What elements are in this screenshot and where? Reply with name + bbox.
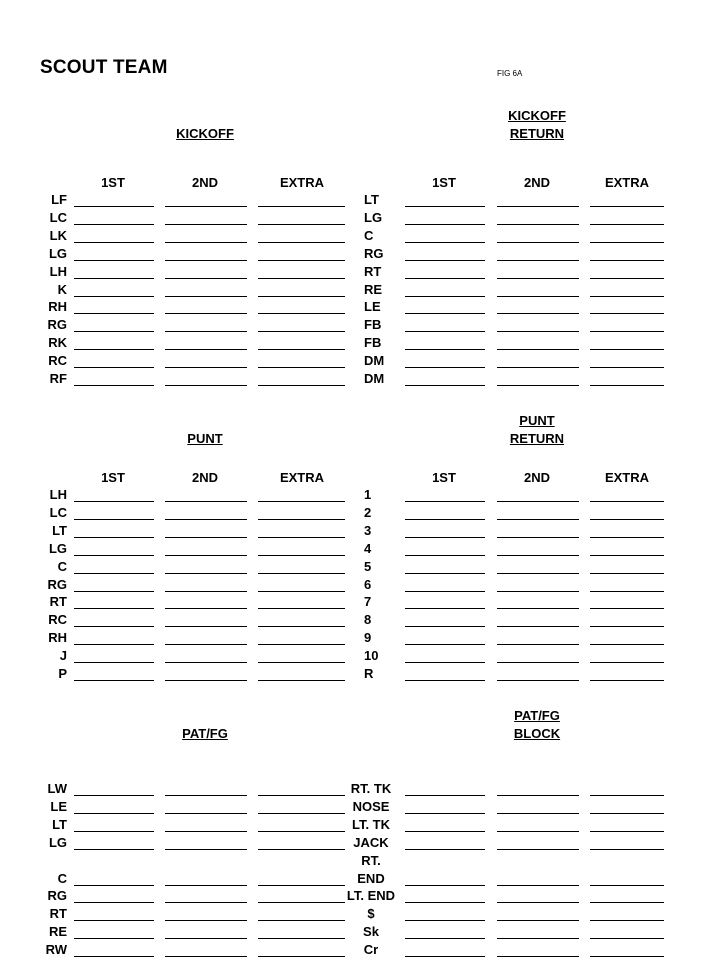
entry-line-extra[interactable] — [590, 296, 664, 297]
row-label: LG — [48, 540, 67, 556]
form-row — [0, 282, 720, 300]
entry-line-extra[interactable] — [590, 331, 664, 332]
form-row — [0, 264, 720, 282]
row-label: $ — [367, 906, 375, 922]
column-header-1st: 1ST — [101, 470, 125, 485]
row-label: RF — [49, 371, 67, 386]
form-row — [0, 299, 720, 317]
row-label: RH — [48, 299, 67, 315]
column-header-1st: 1ST — [432, 470, 456, 485]
form-row — [0, 523, 720, 541]
row-label: RG — [47, 888, 67, 904]
form-row — [0, 192, 720, 210]
entry-line-extra[interactable] — [590, 501, 664, 502]
form-row — [0, 559, 720, 577]
row-label: 6 — [364, 576, 372, 592]
row-label: LH — [49, 487, 67, 502]
entry-line-1st[interactable] — [405, 278, 485, 279]
entry-line-2nd[interactable] — [497, 795, 579, 796]
entry-line-extra[interactable] — [590, 313, 664, 314]
column-header-extra: EXTRA — [279, 175, 325, 190]
form-row — [0, 630, 720, 648]
kickoff-heading: KICKOFF — [176, 126, 234, 141]
row-label: LF — [51, 192, 67, 207]
row-label: LG — [48, 245, 67, 261]
entry-line-2nd[interactable] — [497, 608, 579, 609]
form-row — [0, 594, 720, 612]
form-row — [0, 781, 720, 799]
form-row — [0, 371, 720, 389]
row-label: 9 — [364, 630, 372, 646]
form-row — [0, 835, 720, 853]
form-row — [0, 666, 720, 684]
entry-line-2nd[interactable] — [497, 831, 579, 832]
row-label: LE — [50, 798, 67, 814]
row-label: RT. TK — [350, 781, 392, 796]
entry-line-extra[interactable] — [590, 626, 664, 627]
row-label: 8 — [364, 612, 372, 628]
row-label: LT — [364, 192, 379, 207]
entry-line-1st[interactable] — [405, 902, 485, 903]
row-label: RE — [48, 924, 67, 940]
entry-line-1st[interactable] — [405, 885, 485, 886]
entry-line-2nd[interactable] — [497, 278, 579, 279]
row-label: NOSE — [352, 798, 390, 814]
entry-line-2nd[interactable] — [497, 938, 579, 939]
entry-line-extra[interactable] — [590, 537, 664, 538]
entry-line-1st[interactable] — [405, 644, 485, 645]
entry-line-extra[interactable] — [590, 680, 664, 681]
column-header-extra: EXTRA — [604, 175, 650, 190]
row-label: 4 — [364, 540, 372, 556]
row-label: LG — [364, 209, 383, 225]
row-label: DM — [364, 353, 385, 369]
column-header-extra: EXTRA — [279, 470, 325, 485]
row-label: LG — [48, 834, 67, 850]
entry-line-extra[interactable] — [590, 662, 664, 663]
entry-line-extra[interactable] — [590, 644, 664, 645]
row-label: JACK — [353, 834, 389, 850]
entry-line-extra[interactable] — [590, 831, 664, 832]
entry-line-extra[interactable] — [590, 956, 664, 957]
entry-line-1st[interactable] — [405, 938, 485, 939]
row-label: P — [58, 666, 67, 681]
punt-return-heading: PUNT — [519, 413, 555, 428]
entry-line-2nd[interactable] — [497, 813, 579, 814]
entry-line-1st[interactable] — [405, 849, 485, 850]
entry-line-extra[interactable] — [590, 795, 664, 796]
form-row — [0, 228, 720, 246]
entry-line-1st[interactable] — [405, 296, 485, 297]
row-label: LC — [49, 504, 67, 520]
entry-line-2nd[interactable] — [497, 644, 579, 645]
entry-line-2nd[interactable] — [497, 519, 579, 520]
entry-line-extra[interactable] — [590, 938, 664, 939]
form-row — [0, 924, 720, 942]
entry-line-extra[interactable] — [590, 849, 664, 850]
row-label: LE — [364, 299, 381, 315]
entry-line-extra[interactable] — [590, 349, 664, 350]
entry-line-2nd[interactable] — [497, 206, 579, 207]
entry-line-2nd[interactable] — [497, 224, 579, 225]
entry-line-1st[interactable] — [405, 591, 485, 592]
entry-line-extra[interactable] — [590, 591, 664, 592]
form-row — [0, 942, 720, 960]
form-row — [0, 853, 720, 871]
column-header-1st: 1ST — [101, 175, 125, 190]
column-header-2nd: 2ND — [523, 470, 550, 485]
form-row — [0, 541, 720, 559]
row-label: 10 — [364, 648, 379, 664]
entry-line-2nd[interactable] — [497, 680, 579, 681]
entry-line-1st[interactable] — [405, 573, 485, 574]
entry-line-extra[interactable] — [590, 555, 664, 556]
row-label: DM — [364, 371, 385, 386]
entry-line-2nd[interactable] — [497, 313, 579, 314]
entry-line-2nd[interactable] — [497, 242, 579, 243]
row-label: C — [57, 870, 67, 886]
entry-line-extra[interactable] — [590, 519, 664, 520]
entry-line-extra[interactable] — [590, 242, 664, 243]
entry-line-2nd[interactable] — [497, 902, 579, 903]
punt-return-heading: RETURN — [509, 431, 565, 446]
row-label: RH — [48, 630, 67, 646]
entry-line-2nd[interactable] — [497, 349, 579, 350]
column-header-2nd: 2ND — [191, 470, 218, 485]
entry-line-2nd[interactable] — [497, 537, 579, 538]
row-label: LC — [49, 209, 67, 225]
entry-line-2nd[interactable] — [497, 501, 579, 502]
form-row — [0, 353, 720, 371]
entry-line-1st[interactable] — [405, 519, 485, 520]
row-label: RK — [48, 335, 67, 351]
column-header-extra: EXTRA — [604, 470, 650, 485]
row-label: LK — [49, 227, 67, 243]
row-label: LH — [49, 263, 67, 279]
entry-line-2nd[interactable] — [497, 885, 579, 886]
entry-line-extra[interactable] — [590, 367, 664, 368]
entry-line-1st[interactable] — [405, 956, 485, 957]
form-row — [0, 906, 720, 924]
entry-line-extra[interactable] — [590, 813, 664, 814]
page-title: SCOUT TEAM — [40, 57, 168, 78]
entry-line-1st[interactable] — [405, 537, 485, 538]
form-row — [0, 317, 720, 335]
entry-line-1st[interactable] — [405, 313, 485, 314]
row-label: LT — [52, 816, 67, 832]
form-row — [0, 799, 720, 817]
entry-line-1st[interactable] — [405, 260, 485, 261]
form-row — [0, 612, 720, 630]
entry-line-2nd[interactable] — [497, 260, 579, 261]
row-label: LW — [47, 781, 67, 796]
entry-line-1st[interactable] — [405, 242, 485, 243]
form-row — [0, 505, 720, 523]
entry-line-extra[interactable] — [590, 278, 664, 279]
column-header-2nd: 2ND — [191, 175, 218, 190]
entry-line-1st[interactable] — [405, 626, 485, 627]
punt-heading: PUNT — [187, 431, 223, 446]
entry-line-2nd[interactable] — [497, 662, 579, 663]
row-label: RG — [364, 245, 384, 261]
row-label: RT. — [361, 852, 381, 868]
form-row — [0, 648, 720, 666]
entry-line-1st[interactable] — [405, 331, 485, 332]
row-label: RC — [48, 612, 67, 628]
row-label: LT — [52, 522, 67, 538]
column-header-1st: 1ST — [432, 175, 456, 190]
form-row — [0, 246, 720, 264]
entry-line-1st[interactable] — [405, 501, 485, 502]
form-row — [0, 487, 720, 505]
form-row — [0, 335, 720, 353]
entry-line-1st[interactable] — [405, 385, 485, 386]
form-row — [0, 817, 720, 835]
entry-line-extra[interactable] — [590, 885, 664, 886]
entry-line-1st[interactable] — [405, 813, 485, 814]
row-label: RE — [364, 281, 383, 297]
entry-line-1st[interactable] — [405, 831, 485, 832]
entry-line-1st[interactable] — [405, 920, 485, 921]
entry-line-1st[interactable] — [405, 662, 485, 663]
entry-line-extra[interactable] — [590, 260, 664, 261]
entry-line-2nd[interactable] — [497, 385, 579, 386]
row-label: J — [59, 648, 67, 664]
row-label: Cr — [363, 942, 379, 958]
kickoff-return-heading: KICKOFF — [508, 108, 566, 123]
row-label: 1 — [364, 487, 372, 502]
entry-line-1st[interactable] — [405, 224, 485, 225]
row-label: FB — [364, 335, 382, 351]
row-label: C — [57, 558, 67, 574]
row-label: RT — [49, 906, 67, 922]
row-label: 7 — [364, 594, 372, 610]
entry-line-2nd[interactable] — [497, 555, 579, 556]
entry-line-1st[interactable] — [405, 555, 485, 556]
row-label: LT. TK — [351, 816, 391, 832]
row-label: FB — [364, 317, 382, 333]
entry-line-2nd[interactable] — [497, 591, 579, 592]
row-label: K — [57, 281, 67, 297]
row-label: C — [364, 227, 374, 243]
pat-fg-block-heading: PAT/FG — [514, 708, 560, 723]
entry-line-2nd[interactable] — [497, 573, 579, 574]
entry-line-extra[interactable] — [590, 902, 664, 903]
entry-line-1st[interactable] — [405, 367, 485, 368]
entry-line-1st[interactable] — [405, 608, 485, 609]
entry-line-extra[interactable] — [590, 920, 664, 921]
row-label: END — [357, 870, 385, 886]
entry-line-1st[interactable] — [405, 795, 485, 796]
figure-label: FIG 6A — [497, 69, 523, 78]
pat-fg-block-heading: BLOCK — [513, 726, 561, 741]
entry-line-1st[interactable] — [405, 349, 485, 350]
entry-line-extra[interactable] — [590, 573, 664, 574]
row-label: 3 — [364, 522, 372, 538]
pat-fg-heading: PAT/FG — [182, 726, 228, 741]
entry-line-extra[interactable] — [590, 608, 664, 609]
entry-line-2nd[interactable] — [497, 367, 579, 368]
row-label: RC — [48, 353, 67, 369]
row-label: Sk — [363, 924, 379, 940]
form-row — [0, 871, 720, 889]
entry-line-2nd[interactable] — [497, 956, 579, 957]
entry-line-1st[interactable] — [405, 206, 485, 207]
form-row — [0, 888, 720, 906]
form-row — [0, 577, 720, 595]
form-row — [0, 210, 720, 228]
row-label: RW — [45, 942, 67, 958]
entry-line-2nd[interactable] — [497, 920, 579, 921]
entry-line-2nd[interactable] — [497, 296, 579, 297]
row-label: 2 — [364, 504, 372, 520]
row-label: RT — [49, 594, 67, 610]
entry-line-extra[interactable] — [590, 206, 664, 207]
entry-line-extra[interactable] — [590, 385, 664, 386]
row-label: RG — [47, 576, 67, 592]
entry-line-2nd[interactable] — [497, 849, 579, 850]
entry-line-extra[interactable] — [590, 224, 664, 225]
column-header-2nd: 2ND — [523, 175, 550, 190]
row-label: LT. END — [346, 888, 396, 904]
kickoff-return-heading: RETURN — [509, 126, 565, 141]
entry-line-2nd[interactable] — [497, 626, 579, 627]
row-label: RG — [47, 317, 67, 333]
row-label: R — [364, 666, 374, 681]
row-label: 5 — [364, 558, 372, 574]
entry-line-2nd[interactable] — [497, 331, 579, 332]
entry-line-1st[interactable] — [405, 680, 485, 681]
row-label: RT — [364, 263, 382, 279]
